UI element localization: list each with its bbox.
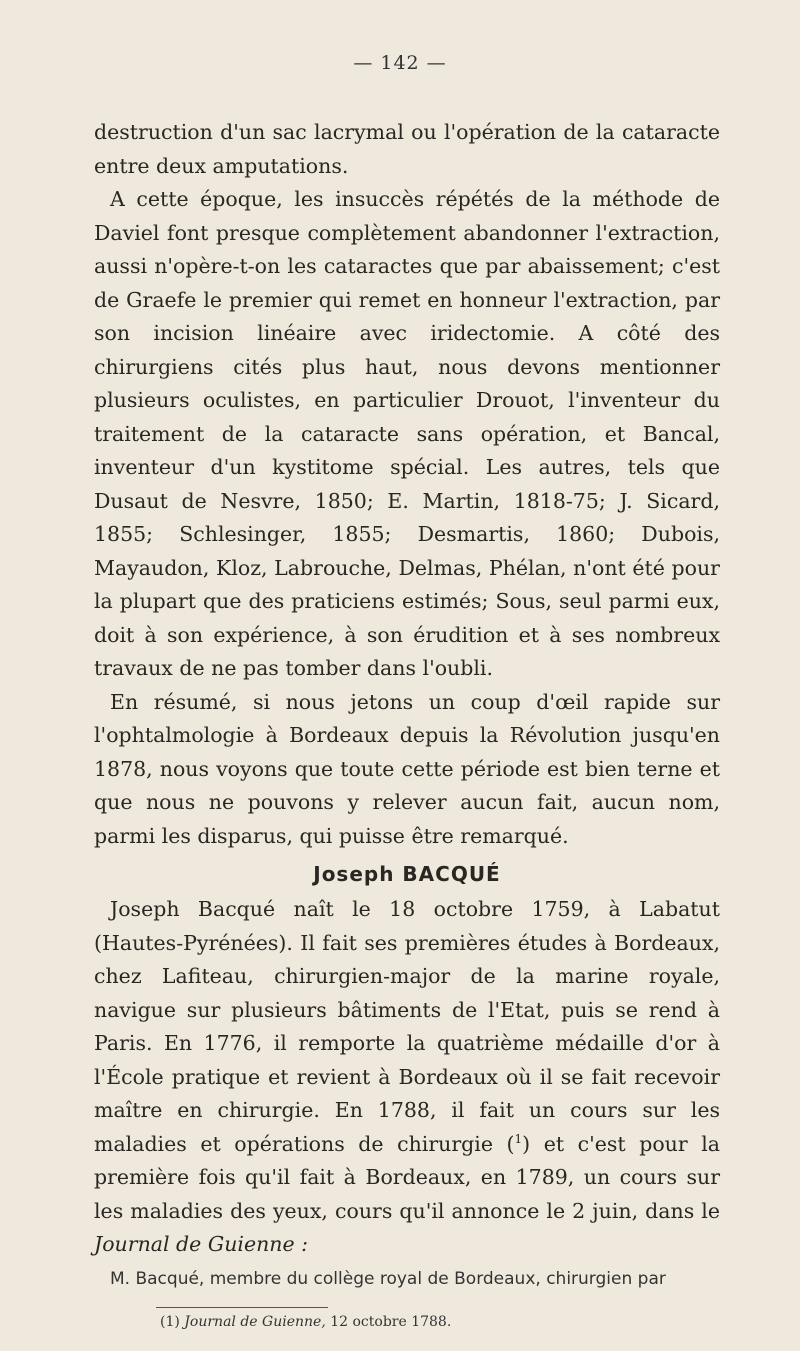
footnote — [160, 1314, 451, 1330]
main-text — [94, 116, 720, 1294]
paragraph-4 — [94, 893, 720, 1262]
footnote-reference: 1 — [514, 1131, 523, 1146]
paragraph-3: En résumé, si nous jetons un coup d'œil rapide sur l'ophtalmologie à Bordeaux depuis la Révolution jusqu'en 1878, nous voyons que toute cette période est bien terne et que nous ne pouvons y relever aucun fait, aucun nom, parmi les disparus, qui puisse être remarqué. — [94, 689, 720, 848]
paragraph-4-text-a: Joseph Bacqué naît le 18 octobre 1759, à Labatut (Hautes-Pyrénées). Il fait ses premières études à Bordeaux, chez Lafiteau, chirurgien-major de la marine royale, navigue sur plusieurs bâtiments de l'Etat, puis se rend à Paris. En 1776, il remporte la quatrième médaille d'or à l'École pratique et revient à Bordeaux où il se fait recevoir maître en chirurgie. En 1788, il fait un cours sur les maladies et opérations de chirurgie ( — [94, 897, 720, 1156]
paragraph-4-text-b: ) et c'est pour la première fois qu'il fait à Bordeaux, en 1789, un cours sur les maladies des yeux, cours qu'il annonce le 2 juin, dans le — [94, 1131, 721, 1223]
footnote-title: Journal de Guienne, — [184, 1314, 326, 1330]
quotation: M. Bacqué, membre du collège royal de Bordeaux, chirurgien par — [110, 1268, 666, 1289]
section-heading: Joseph BACQUÉ — [313, 862, 501, 886]
paragraph-1: destruction d'un sac lacrymal ou l'opération de la cataracte entre deux amputations. — [94, 120, 720, 178]
paragraph-2: A cette époque, les insuccès répétés de la méthode de Daviel font presque complètement abandonner l'extraction, aussi n'opère-t-on les cataractes que par abaissement; c'est de Graefe le premier qui remet en honneur l'extraction, par son incision linéaire avec iridectomie. A côté des chirurgiens cités plus haut, nous devons mentionner plusieurs oculistes, en particulier Drouot, l'inventeur du traitement de la cataracte sans opération, et Bancal, inventeur d'un kystitome spécial. Les autres, tels que Dusaut de Nesvre, 1850; E. Martin, 1818-75; J. Sicard, 1855; Schlesinger, 1855; Desmartis, 1860; Dubois, Mayaudon, Kloz, Labrouche, Delmas, Phélan, n'ont été pour la plupart que des praticiens estimés; Sous, seul parmi eux, doit à son expérience, à son érudition et à ses nombreux travaux de ne pas tomber dans l'oubli. — [94, 187, 720, 680]
footnote-mark: (1) — [160, 1314, 180, 1330]
footnote-divider — [156, 1307, 328, 1308]
page-number: — 142 — — [353, 52, 447, 74]
journal-title: Journal de Guienne : — [94, 1232, 309, 1256]
footnote-date: 12 octobre 1788. — [330, 1314, 452, 1330]
